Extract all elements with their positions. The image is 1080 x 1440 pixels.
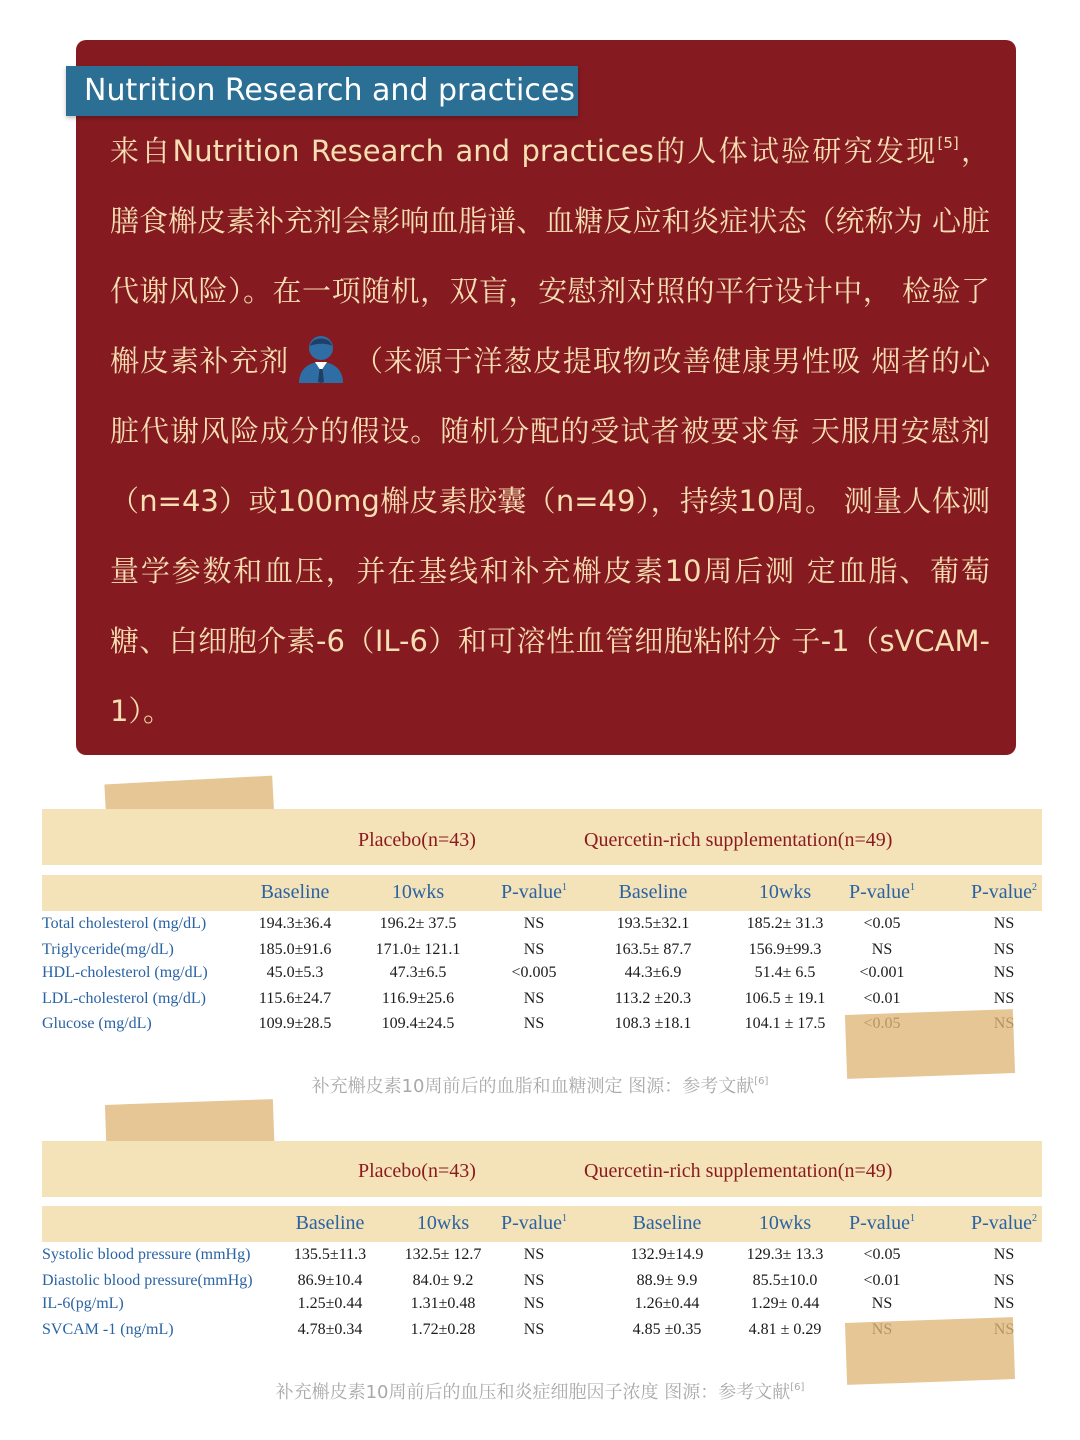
table-cell: 163.5± 87.7 [614, 941, 692, 958]
table-cell: 129.3± 13.3 [746, 1246, 824, 1263]
table-cell: 88.9± 9.9 [636, 1272, 698, 1289]
table1-col-header: Baseline [260, 881, 330, 903]
table1-col-header: P-value$^2$ [970, 881, 1038, 903]
table-cell: NS [993, 1246, 1015, 1263]
table-cell: NS [523, 1272, 545, 1289]
table2-group-placebo: Placebo(n=43) [358, 1160, 476, 1182]
row-label: Diastolic blood pressure(mmHg) [42, 1272, 253, 1289]
row-label: Triglyceride(mg/dL) [42, 941, 174, 958]
table-cell: NS [523, 915, 545, 932]
table-cell: NS [523, 1015, 545, 1032]
table-cell: 86.9±10.4 [297, 1272, 363, 1289]
table-cell: <0.01 [863, 990, 901, 1007]
table2-col-header: 10wks [758, 1212, 812, 1234]
person-icon [293, 331, 349, 383]
table-cell: NS [993, 990, 1015, 1007]
table-cell: 156.9±99.3 [748, 941, 822, 958]
table-cell: 115.6±24.7 [258, 990, 332, 1007]
table-cell: NS [523, 990, 545, 1007]
table-cell: NS [523, 1295, 545, 1312]
table-cell: 1.25±0.44 [297, 1295, 363, 1312]
row-label: LDL-cholesterol (mg/dL) [42, 990, 206, 1007]
table2-col-header: Baseline [632, 1212, 702, 1234]
table-cell: <0.05 [863, 915, 901, 932]
intro-line: 子-1（sVCAM-1）。 [110, 624, 991, 728]
table2-col-header: P-value$^1$ [848, 1212, 916, 1234]
table-cell: 85.5±10.0 [752, 1272, 818, 1289]
table-cell: 185.0±91.6 [258, 941, 332, 958]
table-row [0, 990, 1080, 1012]
table-cell: 194.3±36.4 [258, 915, 332, 932]
table-cell: <0.01 [863, 1272, 901, 1289]
table-cell: NS [523, 1246, 545, 1263]
table1-group-quercetin: Quercetin-rich supplementation(n=49) [584, 829, 893, 851]
table-cell: 108.3 ±18.1 [614, 1015, 692, 1032]
row-label: Systolic blood pressure (mmHg) [42, 1246, 251, 1263]
table-cell: 132.5± 12.7 [404, 1246, 482, 1263]
table2-caption: 补充槲皮素10周前后的血压和炎症细胞因子浓度 图源：参考文献[6] [275, 1382, 805, 1403]
table-cell: NS [523, 941, 545, 958]
intro-line: 心脏代谢风险）。在一项随机，双盲，安慰剂对照的平行设计中， [110, 204, 990, 308]
table-row [0, 964, 1080, 986]
table2-col-header: 10wks [416, 1212, 470, 1234]
table-cell: <0.005 [511, 964, 557, 981]
table-cell: 185.2± 31.3 [746, 915, 824, 932]
table-cell: 47.3±6.5 [389, 964, 447, 981]
table1-col-header: P-value$^1$ [848, 881, 916, 903]
table-cell: 4.81 ± 0.29 [748, 1321, 822, 1338]
table-cell: 1.26±0.44 [634, 1295, 700, 1312]
table-cell: NS [993, 915, 1015, 932]
table-cell: 84.0± 9.2 [412, 1272, 474, 1289]
table-cell: 44.3±6.9 [624, 964, 682, 981]
table-cell: <0.05 [863, 1246, 901, 1263]
table-cell: 171.0± 121.1 [375, 941, 461, 958]
table-cell: 104.1 ± 17.5 [744, 1015, 826, 1032]
table2-col-header: P-value$^1$ [500, 1212, 568, 1234]
table2-group-quercetin: Quercetin-rich supplementation(n=49) [584, 1160, 893, 1182]
intro-line: 检验了槲皮素补充剂 （来源于洋葱皮提取物改善健康男性吸 [110, 274, 990, 378]
intro-line: 测量人体测量学参数和血压，并在基线和补充槲皮素10周后测 [110, 484, 990, 588]
table-cell: 1.72±0.28 [410, 1321, 476, 1338]
table-row [0, 915, 1080, 937]
table-row [0, 941, 1080, 963]
table-cell: NS [993, 1272, 1015, 1289]
table-cell: 193.5±32.1 [616, 915, 690, 932]
table-cell: NS [871, 941, 893, 958]
table1-col-header: Baseline [618, 881, 688, 903]
intro-line: 定血脂、葡萄糖、白细胞介素-6（IL-6）和可溶性血管细胞粘附分 [110, 554, 991, 658]
table-row [0, 1272, 1080, 1294]
table1-col-header: 10wks [758, 881, 812, 903]
table-row [0, 1295, 1080, 1317]
row-label: Total cholesterol (mg/dL) [42, 915, 207, 932]
table2-col-header: Baseline [295, 1212, 365, 1234]
intro-line: 膳食槲皮素补充剂会影响血脂谱、血糖反应和炎症状态（统称为 [110, 204, 923, 238]
tape-decoration [845, 1317, 1015, 1385]
table-cell: 106.5 ± 19.1 [744, 990, 826, 1007]
table-cell: 4.85 ±0.35 [632, 1321, 702, 1338]
table-cell: NS [993, 1295, 1015, 1312]
table-cell: <0.001 [859, 964, 905, 981]
table-cell: NS [993, 964, 1015, 981]
table-cell: NS [523, 1321, 545, 1338]
tape-decoration [845, 1009, 1015, 1079]
table-cell: 109.4±24.5 [381, 1015, 455, 1032]
table-cell: 109.9±28.5 [258, 1015, 332, 1032]
intro-line: 天服用安慰剂（n=43）或100mg槲皮素胶囊（n=49），持续10周。 [110, 414, 990, 518]
table-cell: 135.5±11.3 [293, 1246, 367, 1263]
table-cell: 1.31±0.48 [410, 1295, 476, 1312]
intro-paragraph [110, 116, 990, 746]
table1-col-header: 10wks [391, 881, 445, 903]
row-label: HDL-cholesterol (mg/dL) [42, 964, 208, 981]
table-cell: 113.2 ±20.3 [614, 990, 692, 1007]
table1-col-header: P-value$^1$ [500, 881, 568, 903]
table-cell: 1.29± 0.44 [750, 1295, 820, 1312]
table-cell: NS [871, 1295, 893, 1312]
source-tag: Nutrition Research and practices [66, 66, 578, 116]
row-label: SVCAM -1 (ng/mL) [42, 1321, 174, 1338]
row-label: Glucose (mg/dL) [42, 1015, 152, 1032]
table-cell: 45.0±5.3 [266, 964, 324, 981]
table-cell: NS [993, 941, 1015, 958]
intro-line: 来自Nutrition Research and practices的人体试验研究发现[5]， [110, 134, 990, 168]
intro-line: 烟者的心脏代谢风险成分的假设。随机分配的受试者被要求每 [110, 344, 990, 448]
table-cell: 51.4± 6.5 [754, 964, 816, 981]
row-label: IL-6(pg/mL) [42, 1295, 124, 1312]
table-cell: 196.2± 37.5 [379, 915, 457, 932]
table-cell: 132.9±14.9 [630, 1246, 704, 1263]
table-row [0, 1246, 1080, 1268]
table-cell: 4.78±0.34 [297, 1321, 363, 1338]
table2-col-header: P-value$^2$ [970, 1212, 1038, 1234]
table-cell: 116.9±25.6 [381, 990, 455, 1007]
table1-caption: 补充槲皮素10周前后的血脂和血糖测定 图源：参考文献[6] [311, 1076, 769, 1097]
table1-group-placebo: Placebo(n=43) [358, 829, 476, 851]
